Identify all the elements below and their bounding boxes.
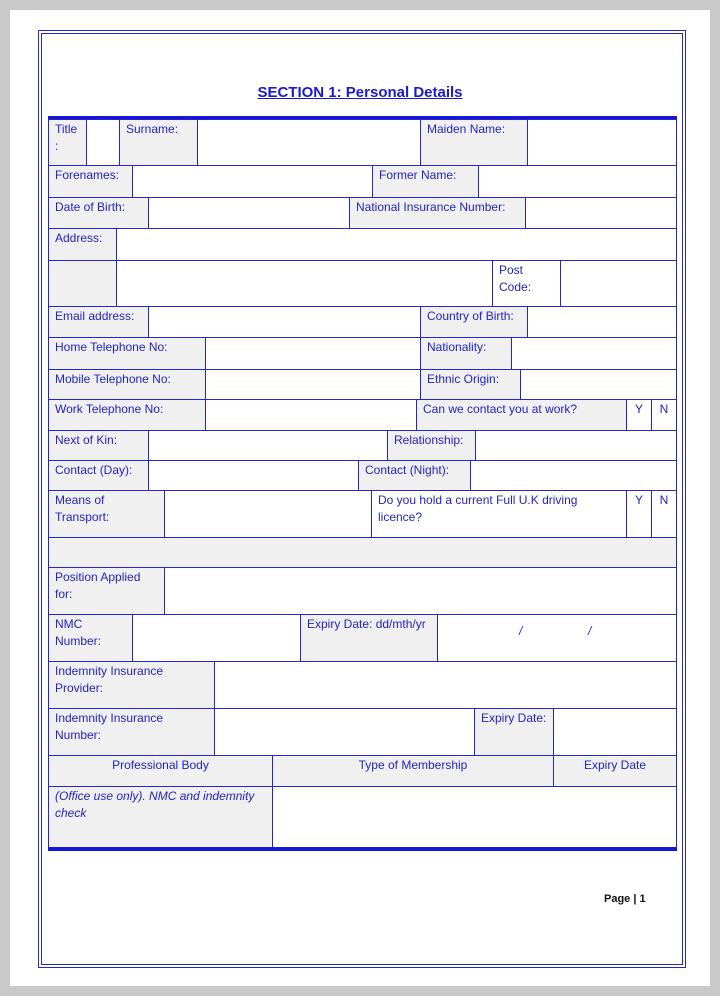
position-label: Position Applied for: [48,567,165,615]
expiry-date-header: Expiry Date [553,755,677,787]
mobile-tel-field[interactable] [205,369,421,400]
nmc-number-field[interactable] [132,614,301,662]
indemnity-number-label: Indemnity Insurance Number: [48,708,215,756]
office-use-label: (Office use only). NMC and indemnity check [48,786,273,848]
ethnic-origin-label: Ethnic Origin: [420,369,521,400]
country-of-birth-field[interactable] [527,306,677,338]
membership-type-header: Type of Membership [272,755,554,787]
home-tel-label: Home Telephone No: [48,337,206,370]
email-label: Email address: [48,306,149,338]
dob-label: Date of Birth: [48,197,149,229]
relationship-field[interactable] [475,430,677,461]
contact-day-field[interactable] [148,460,359,491]
surname-field[interactable] [197,119,421,166]
address-field-1[interactable] [116,228,677,261]
nationality-field[interactable] [511,337,677,370]
contact-at-work-label: Can we contact you at work? [416,399,627,431]
address-field-2[interactable] [116,260,493,307]
forenames-label: Forenames: [48,165,133,198]
home-tel-field[interactable] [205,337,421,370]
dob-field[interactable] [148,197,350,229]
separator-bar [48,537,677,568]
next-of-kin-label: Next of Kin: [48,430,149,461]
forenames-field[interactable] [132,165,373,198]
contact-at-work-no[interactable]: N [651,399,677,431]
email-field[interactable] [148,306,421,338]
address-label-cont [48,260,117,307]
professional-body-header: Professional Body [48,755,273,787]
driving-licence-yes[interactable]: Y [626,490,652,538]
bottom-rule [48,847,677,851]
transport-label: Means of Transport: [48,490,165,538]
section-title: SECTION 1: Personal Details [257,84,463,101]
work-tel-field[interactable] [205,399,417,431]
next-of-kin-field[interactable] [148,430,388,461]
nmc-number-label: NMC Number: [48,614,133,662]
title-field[interactable] [86,119,120,166]
nmc-expiry-field[interactable] [437,614,677,662]
date-separator: / [588,624,592,638]
indemnity-expiry-field[interactable] [553,708,677,756]
former-name-label: Former Name: [372,165,479,198]
driving-licence-label: Do you hold a current Full U.K driving licence? [371,490,627,538]
indemnity-provider-label: Indemnity Insurance Provider: [48,661,215,709]
office-use-field[interactable] [272,786,677,848]
driving-licence-no[interactable]: N [651,490,677,538]
mobile-tel-label: Mobile Telephone No: [48,369,206,400]
indemnity-number-field[interactable] [214,708,475,756]
country-of-birth-label: Country of Birth: [420,306,528,338]
contact-night-field[interactable] [470,460,677,491]
nmc-expiry-label: Expiry Date: dd/mth/yr [300,614,438,662]
transport-field[interactable] [164,490,372,538]
postcode-label: Post Code: [492,260,561,307]
ethnic-origin-field[interactable] [520,369,677,400]
surname-label: Surname: [119,119,198,166]
former-name-field[interactable] [478,165,677,198]
ni-number-label: National Insurance Number: [349,197,526,229]
address-label: Address: [48,228,117,261]
work-tel-label: Work Telephone No: [48,399,206,431]
title-label: Title : [48,119,87,166]
nationality-label: Nationality: [420,337,512,370]
page-number: Page | 1 [604,893,646,905]
postcode-field[interactable] [560,260,677,307]
contact-night-label: Contact (Night): [358,460,471,491]
ni-number-field[interactable] [525,197,677,229]
contact-day-label: Contact (Day): [48,460,149,491]
position-field[interactable] [164,567,677,615]
contact-at-work-yes[interactable]: Y [626,399,652,431]
maiden-name-field[interactable] [527,119,677,166]
indemnity-provider-field[interactable] [214,661,677,709]
indemnity-expiry-label: Expiry Date: [474,708,554,756]
maiden-name-label: Maiden Name: [420,119,528,166]
date-separator: / [519,624,523,638]
relationship-label: Relationship: [387,430,476,461]
